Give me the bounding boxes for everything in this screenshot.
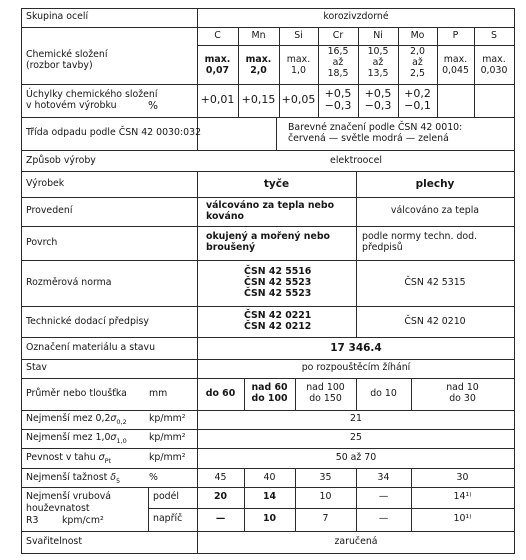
diameter-cell: nad 100 <box>306 382 345 393</box>
element-value: 2,5 <box>410 68 425 79</box>
execution-label: Provedení <box>26 205 73 216</box>
product-label: Výrobek <box>26 178 65 189</box>
color-marking-line2: červená — světle modrá — zelená <box>288 133 449 144</box>
dimension-norm-sheets: ČSN 42 5315 <box>404 277 466 288</box>
color-marking-line1: Barevné značení podle ČSN 42 0010: <box>288 122 463 133</box>
element-header: Ni <box>373 30 383 41</box>
deviation-label-line1: Úchylky chemického složení <box>26 89 158 100</box>
yield10-subscript: 1,0 <box>116 436 127 445</box>
element-header: Si <box>294 30 303 41</box>
element-value: 10,5 <box>367 46 389 57</box>
grid-line <box>21 378 515 379</box>
strength-subscript: Pt <box>104 456 112 465</box>
element-header: P <box>452 30 459 41</box>
impact-longitudinal-label: podél <box>153 491 180 502</box>
technical-label: Technické dodací předpisy <box>26 316 149 327</box>
impact-longitudinal-value: — <box>378 491 389 502</box>
weldability-value: zaručená <box>334 536 378 547</box>
grid-line <box>21 8 515 9</box>
grid-line <box>21 260 515 261</box>
impact-unit: kpm/cm² <box>62 515 104 526</box>
element-value: max. <box>204 54 231 65</box>
element-header: C <box>214 30 221 41</box>
strength-value: 50 až 70 <box>335 452 377 463</box>
element-value: 0,045 <box>442 65 469 76</box>
state-value: po rozpouštěcím žíhání <box>301 362 411 373</box>
execution-sheets: válcováno za tepla <box>390 205 480 216</box>
deviation-value: −0,1 <box>404 99 431 112</box>
deviation-value: +0,2 <box>404 87 431 100</box>
technical-sheets: ČSN 42 0210 <box>404 316 466 327</box>
elongation-value: 45 <box>214 472 227 483</box>
grid-line <box>21 429 515 430</box>
strength-label <box>26 453 111 466</box>
chemistry-label-line1: Chemické složení <box>26 49 108 60</box>
grid-line <box>21 84 515 85</box>
yield10-value: 25 <box>350 432 362 443</box>
element-value: max. <box>286 54 311 65</box>
dimension-norm-bars: ČSN 42 5523 <box>244 288 312 299</box>
impact-label-line2: houževnatost <box>26 503 90 514</box>
technical-bars: ČSN 42 0221 <box>244 310 312 321</box>
dimension-norm-label: Rozměrová norma <box>26 277 112 288</box>
grid-line <box>21 448 515 449</box>
grid-line <box>21 150 515 151</box>
diameter-cell: nad 10 <box>446 382 479 393</box>
diameter-cell: do 100 <box>251 393 288 404</box>
impact-transverse-value: — <box>378 513 389 524</box>
grid-line <box>21 171 515 172</box>
yield02-value: 21 <box>350 413 362 424</box>
surface-label: Povrch <box>26 237 58 248</box>
sigma-symbol: σ <box>98 452 105 463</box>
element-value: 0,07 <box>205 65 230 76</box>
grid-line <box>21 27 515 28</box>
diameter-unit: mm <box>149 388 168 399</box>
element-value: max. <box>443 54 468 65</box>
elongation-label-text: Nejmenší tažnost <box>26 472 108 483</box>
grid-line <box>276 117 277 150</box>
designation-value: 17 346.4 <box>330 342 382 354</box>
grid-line <box>197 45 515 46</box>
grid-line <box>21 337 515 338</box>
impact-label-line1: Nejmenší vrubová <box>26 491 112 502</box>
sigma-symbol: σ <box>110 413 117 424</box>
diameter-label: Průměr nebo tloušťka <box>26 388 127 399</box>
element-value: 2,0 <box>250 65 267 76</box>
weldability-label: Svařitelnost <box>26 536 82 547</box>
technical-bars: ČSN 42 0212 <box>244 321 312 332</box>
deviation-value: +0,5 <box>364 87 392 100</box>
yield10-label-text: Nejmenší mez 1,0 <box>26 432 111 443</box>
grid-line <box>21 306 515 307</box>
yield02-unit: kp/mm² <box>149 413 186 424</box>
deviation-unit: % <box>148 100 158 112</box>
impact-label-line3: R3 <box>26 515 39 526</box>
execution-bars-line2: kováno <box>206 211 244 222</box>
deviation-label-line2: v hotovém výrobku <box>26 100 117 111</box>
element-value: 1,0 <box>291 65 306 76</box>
grid-line <box>356 171 357 337</box>
grid-line <box>21 487 515 488</box>
yield10-label <box>26 433 127 446</box>
group-label: Skupina ocelí <box>26 11 89 22</box>
group-value: korozivzdorné <box>323 11 389 22</box>
elongation-label <box>26 473 120 486</box>
element-value: až <box>332 57 344 68</box>
diameter-cell: do 60 <box>205 388 236 399</box>
product-bars: tyče <box>263 178 290 190</box>
grid-line <box>21 531 515 532</box>
diameter-cell: nad 60 <box>251 382 288 393</box>
impact-longitudinal-value: 14 <box>262 491 277 502</box>
deviation-value: −0,3 <box>324 99 352 112</box>
element-value: 0,030 <box>480 65 508 76</box>
surface-sheets-line2: předpisů <box>362 242 403 253</box>
diameter-cell: do 10 <box>370 388 397 399</box>
surface-bars-line2: broušený <box>206 242 256 253</box>
grid-line <box>21 8 22 554</box>
element-header: Mn <box>251 30 266 41</box>
grid-line <box>21 468 515 469</box>
element-value: až <box>412 57 423 68</box>
deviation-value: +0,05 <box>281 93 316 106</box>
designation-label: Označení materiálu a stavu <box>26 342 156 353</box>
impact-longitudinal-value: 14¹⁾ <box>453 491 472 502</box>
elongation-value: 30 <box>456 472 469 483</box>
element-header: Cr <box>332 30 344 41</box>
grid-line <box>21 117 515 118</box>
diameter-cell: do 150 <box>309 393 342 404</box>
element-value: 18,5 <box>327 68 349 79</box>
grid-line <box>148 487 149 531</box>
product-sheets: plechy <box>415 178 455 190</box>
impact-longitudinal-value: 20 <box>213 491 228 502</box>
impact-transverse-value: 10¹⁾ <box>453 513 472 524</box>
yield02-label <box>26 414 127 427</box>
surface-sheets-line1: podle normy techn. dod. <box>362 231 478 242</box>
deviation-value: +0,01 <box>200 93 235 106</box>
delta-symbol: δ <box>110 472 117 483</box>
dimension-norm-bars: ČSN 42 5516 <box>244 266 312 277</box>
production-label: Způsob výroby <box>26 155 96 166</box>
strength-unit: kp/mm² <box>149 452 186 463</box>
production-value: elektroocel <box>330 155 382 166</box>
grid-line <box>148 508 515 509</box>
grid-line <box>21 197 515 198</box>
waste-class-label: Třída odpadu podle ČSN 42 0030:032 <box>26 127 202 138</box>
impact-transverse-value: 10 <box>262 513 277 524</box>
elongation-value: 35 <box>319 472 332 483</box>
grid-line <box>21 226 515 227</box>
element-value: max. <box>482 54 506 65</box>
dimension-norm-bars: ČSN 42 5523 <box>244 277 312 288</box>
elongation-value: 34 <box>377 472 390 483</box>
yield10-unit: kp/mm² <box>149 432 186 443</box>
deviation-value: +0,5 <box>324 87 352 100</box>
sigma-symbol: σ <box>110 432 117 443</box>
yield02-subscript: 0,2 <box>116 417 127 426</box>
chemistry-label-line2: (rozbor tavby) <box>26 60 93 71</box>
deviation-value: −0,3 <box>364 99 392 112</box>
elongation-subscript: 5 <box>116 476 121 485</box>
grid-line <box>21 359 515 360</box>
element-value: 13,5 <box>367 68 389 79</box>
element-value: 2,0 <box>410 46 425 57</box>
elongation-unit: % <box>149 472 158 483</box>
state-label: Stav <box>26 362 47 373</box>
impact-transverse-label: napříč <box>153 513 183 524</box>
grid-line <box>21 553 515 554</box>
impact-longitudinal-value: 10 <box>319 491 332 502</box>
grid-line <box>514 8 515 554</box>
strength-label-text: Pevnost v tahu <box>26 452 96 463</box>
grid-line <box>21 410 515 411</box>
elongation-value: 40 <box>263 472 276 483</box>
element-value: až <box>372 57 384 68</box>
element-value: max. <box>245 54 272 65</box>
diameter-cell: do 30 <box>449 393 476 404</box>
impact-transverse-value: — <box>215 513 226 524</box>
element-value: 16,5 <box>327 46 349 57</box>
element-header: Mo <box>410 30 425 41</box>
impact-transverse-value: 7 <box>322 513 329 524</box>
execution-bars-line1: válcováno za tepla nebo <box>206 200 335 211</box>
surface-bars-line1: okujený a mořený nebo <box>206 231 330 242</box>
yield02-label-text: Nejmenší mez 0,2 <box>26 413 111 424</box>
deviation-value: +0,15 <box>241 93 276 106</box>
element-header: S <box>491 30 497 41</box>
